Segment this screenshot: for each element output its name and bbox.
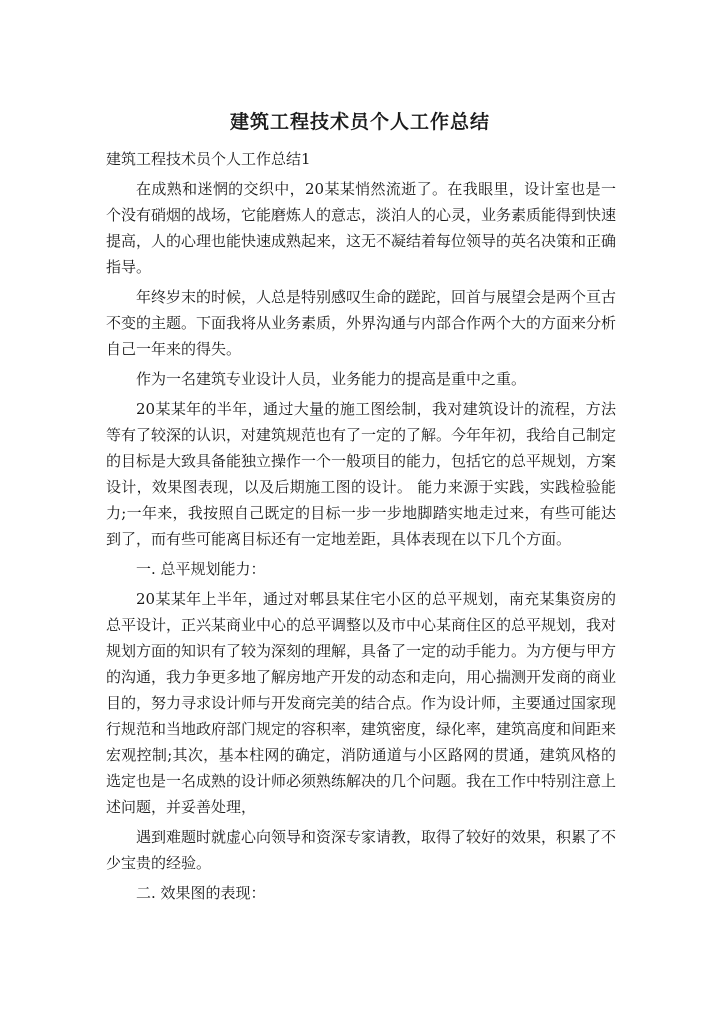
paragraph-site-planning: 20某某年上半年，通过对郫县某住宅小区的总平规划，南充某集资房的总平设计，正兴某商业中心的总平调整以及市中心某商住区的总平规划，我对规划方面的知识有了较为深刻的理解，具备了一定的动手能力。为方便与甲方的沟通，我力争更多地了解房地产开发的动态和走向，用心揣测开发商的商业目的，努力寻求设计师与开发商完美的结合点。作为设计师，主要通过国家现行规范和当地政府部门规定的容积率，建筑密度，绿化率，建筑高度和间距来宏观控制;其次，基本柱网的确定，消防通道与小区路网的贯通，建筑风格的选定也是一名成熟的设计师必须熟练解决的几个问题。我在工作中特别注意上述问题，并妥善处理， [106, 590, 617, 816]
paragraph-professional-ability: 作为一名建筑专业设计人员，业务能力的提高是重中之重。 [136, 370, 527, 388]
paragraph-consult-experts: 遇到难题时就虚心向领导和资深专家请教，取得了较好的效果，积累了不少宝贵的经验。 [106, 828, 617, 872]
paragraph-year-end: 年终岁末的时候，人总是特别感叹生命的蹉跎，回首与展望会是两个亘古不变的主题。下面我将从业务素质，外界沟通与内部合作两个大的方面来分析自己一年来的得失。 [106, 288, 617, 358]
document-title: 建筑工程技术员个人工作总结 [229, 111, 490, 133]
section-heading-rendering: 二. 效果图的表现： [136, 884, 266, 902]
section-heading-site-planning: 一. 总平规划能力： [136, 560, 266, 578]
paragraph-first-half-year: 20某某年的半年，通过大量的施工图绘制，我对建筑设计的流程，方法等有了较深的认识，对建筑规范也有了一定的了解。今年年初，我给自己制定的目标是大致具备能独立操作一个一般项目的能力，包括它的总平规划，方案设计，效果图表现，以及后期施工图的设计。 能力来源于实践，实践检验能力;一年来，我按照自己既定的目标一步一步地脚踏实地走过来，有些可能达到了，而有些可能离目标还有一定地差距，具体表现在以下几个方面。 [106, 400, 617, 548]
document-subtitle: 建筑工程技术员个人工作总结1 [106, 150, 311, 168]
document-body [106, 146, 616, 910]
paragraph-intro: 在成熟和迷惘的交织中，20某某悄然流逝了。在我眼里，设计室也是一个没有硝烟的战场，它能磨炼人的意志，淡泊人的心灵，业务素质能得到快速提高，人的心理也能快速成熟起来，这无不凝结着每位领导的英名决策和正确指导。 [106, 180, 617, 276]
